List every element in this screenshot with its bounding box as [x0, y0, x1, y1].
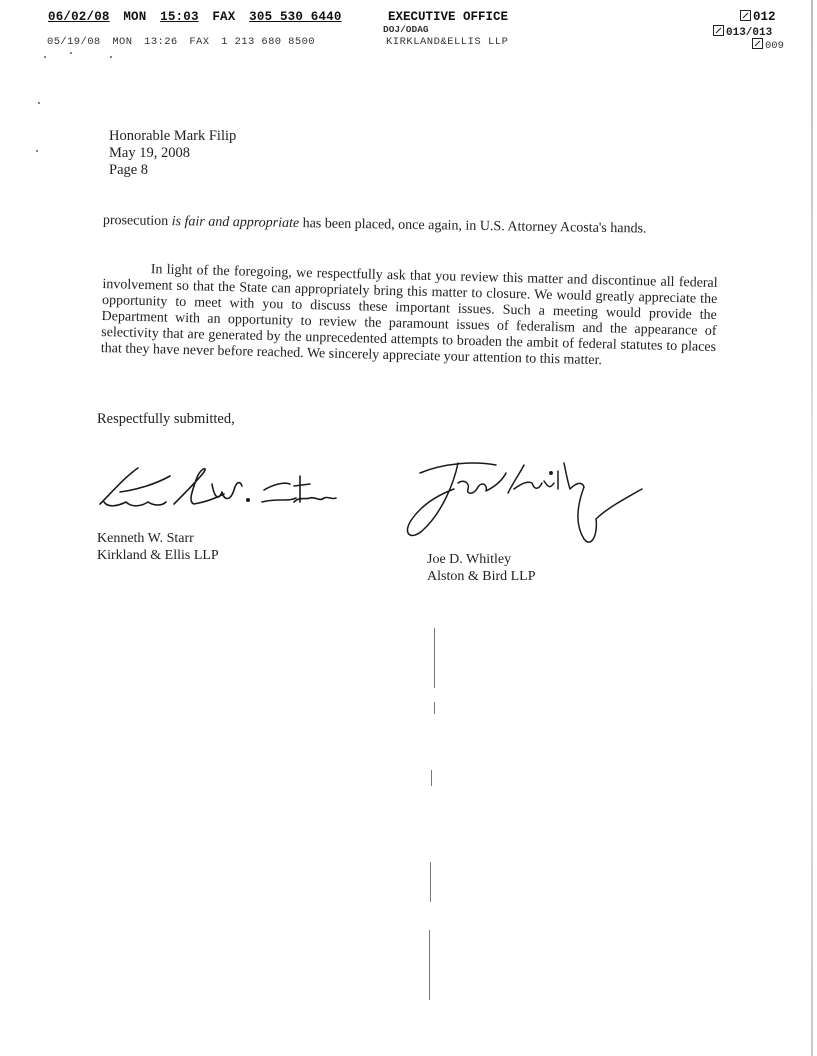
fax-day-3: MON [112, 36, 133, 48]
scan-speck [70, 52, 72, 54]
scan-speck [36, 150, 38, 152]
fax-number: 305 530 6440 [249, 10, 342, 24]
paragraph-2-text: In light of the foregoing, we respectfully ask that you review this matter and discontinue all federal involvement so that the State can appropriately bring this matter to closure. We would greatly appreciate the opportunity to meet with you to discuss these important issues. Such a meeting would provide the Department with an opportunity to review the paramount issues of federalism and the appearance of selectivity that are generated by the unprecedented attempts to broaden the ambit of federal statutes to places that they have never before reached. We sincerely appreciate your attention to this matter. [100, 262, 718, 369]
fax-page-box-icon [740, 10, 751, 21]
fax-time: 15:03 [160, 10, 199, 24]
scan-fold-mark [431, 770, 432, 786]
scan-fold-mark [434, 628, 435, 688]
fax-office: EXECUTIVE OFFICE [388, 10, 509, 24]
starr-signature [96, 462, 346, 522]
signer-name: Kenneth W. Starr [97, 531, 194, 546]
fax-label-3: FAX [189, 36, 210, 48]
address-block [109, 128, 236, 179]
scan-speck [44, 56, 46, 58]
signer-firm: Alston & Bird LLP [427, 569, 536, 584]
fax-sender: DOJ/ODAG [383, 24, 429, 35]
paragraph-1-end: has been placed, once again, in U.S. Attorney Acosta's hands. [302, 216, 647, 237]
paragraph-1-start: prosecution [102, 213, 169, 230]
fax-page-value-3: 009 [765, 40, 784, 52]
page-label: Page 8 [109, 162, 149, 178]
fax-date-3: 05/19/08 [47, 36, 101, 48]
signer-name: Joe D. Whitley [427, 552, 512, 567]
fax-page-number-2 [713, 25, 772, 39]
fax-day: MON [123, 10, 147, 24]
scan-fold-mark [430, 862, 431, 902]
scan-speck [110, 56, 112, 58]
paragraph-1-emphasis: is fair and appropriate [171, 214, 300, 232]
paragraph-continuation [103, 213, 719, 239]
fax-firm: KIRKLAND&ELLIS LLP [386, 36, 509, 48]
fax-page-value-2: 013/013 [726, 27, 773, 39]
fax-header-line-3 [47, 36, 320, 48]
fax-time-3: 13:26 [144, 36, 178, 48]
recipient-name: Honorable Mark Filip [109, 128, 237, 144]
fax-header-line-1 [48, 10, 348, 24]
fax-page-number-3 [752, 38, 784, 52]
signer-firm: Kirkland & Ellis LLP [97, 548, 219, 563]
fax-page-box-icon [713, 25, 724, 36]
whitley-signature [398, 453, 648, 548]
fax-page-number [740, 10, 776, 24]
scan-edge [811, 0, 813, 1056]
scan-speck [38, 102, 40, 104]
fax-number-3: 1 213 680 8500 [221, 36, 315, 48]
scan-fold-mark [429, 930, 430, 1000]
fax-page-value: 012 [753, 10, 776, 24]
signer-block-starr [97, 530, 219, 564]
signer-block-whitley [427, 551, 536, 585]
fax-label: FAX [212, 10, 236, 24]
letter-date: May 19, 2008 [109, 145, 190, 161]
fax-date: 06/02/08 [48, 10, 110, 24]
closing-line: Respectfully submitted, [97, 411, 235, 427]
paragraph-request [101, 261, 718, 372]
fax-page-box-icon [752, 38, 763, 49]
scan-fold-mark [434, 702, 435, 714]
